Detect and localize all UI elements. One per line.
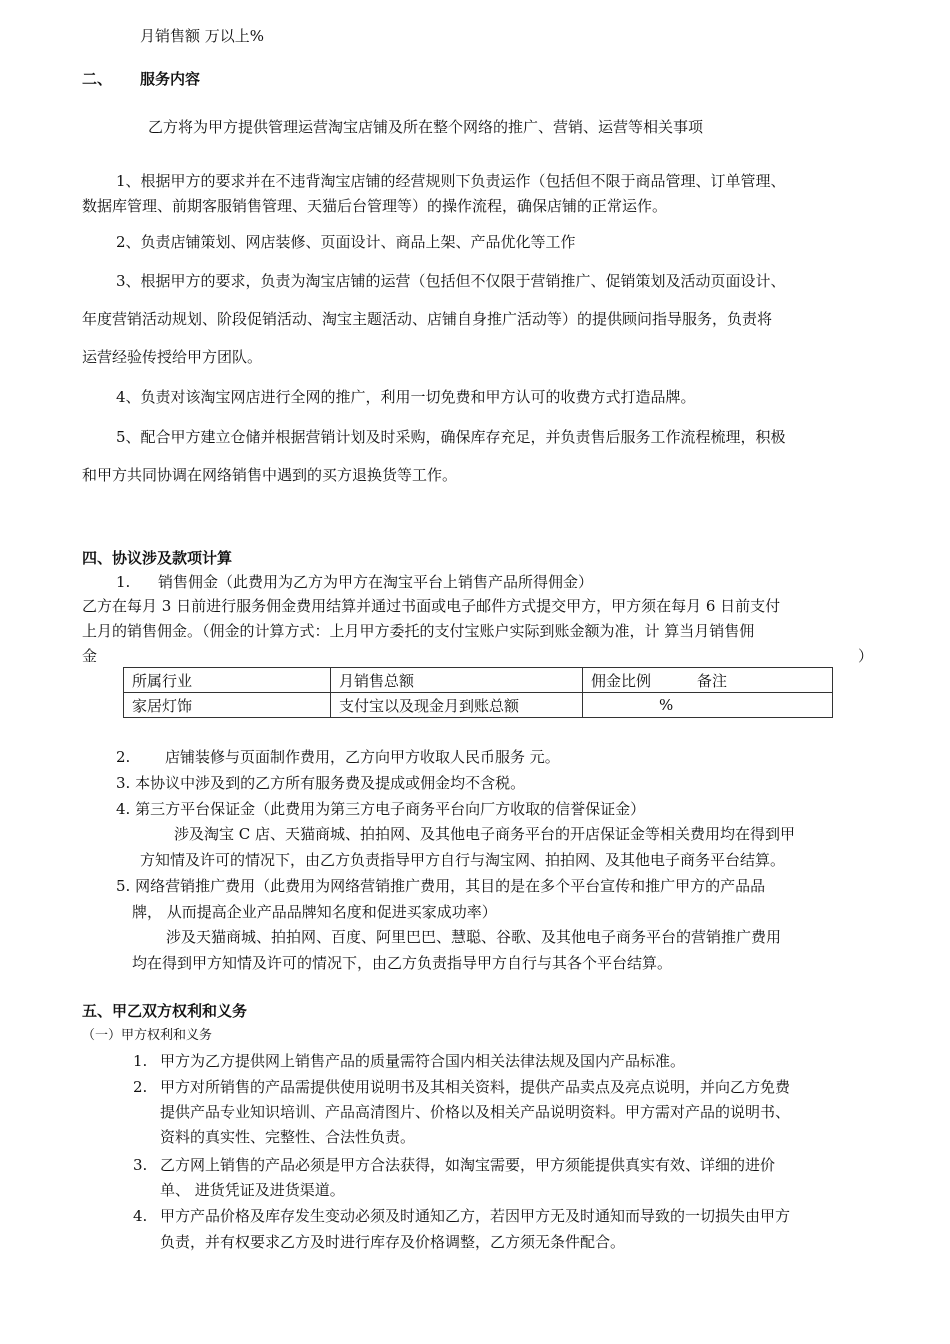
fee-item-4-line2: 方知情及许可的情况下，由乙方负责指导甲方自行与淘宝网、拍拍网、及其他电子商务平台结算。 <box>140 851 786 869</box>
duty-item-3-line2: 单、 进货凭证及进货渠道。 <box>160 1181 345 1199</box>
table-header-row <box>124 668 833 693</box>
section5-title: 五、甲乙双方权利和义务 <box>82 1002 248 1020</box>
duty-item-3-number: 3. <box>133 1156 148 1174</box>
fee-item-5-line1: 涉及天猫商城、拍拍网、百度、阿里巴巴、慧聪、谷歌、及其他电子商务平台的营销推广费用 <box>166 928 782 946</box>
service-item-5-line1: 5、配合甲方建立仓储并根据营销计划及时采购，确保库存充足，并负责售后服务工作流程梳理，积极 <box>116 428 786 446</box>
service-item-3-line1: 3、根据甲方的要求，负责为淘宝店铺的运营（包括但不仅限于营销推广、促销策划及活动页面设计、 <box>116 272 786 290</box>
header-commission-notes <box>583 668 833 693</box>
fee-item-3: 3. 本协议中涉及到的乙方所有服务费及提成或佣金均不含税。 <box>116 774 526 792</box>
service-item-3-line2: 年度营销活动规划、阶段促销活动、淘宝主题活动、店铺自身推广活动等）的提供顾问指导服务，负责将 <box>82 310 773 328</box>
service-item-5-line2: 和甲方共同协调在网络销售中遇到的买方退换货等工作。 <box>82 466 458 484</box>
cell-commission-rate: % <box>583 693 833 718</box>
duty-item-2-line3: 资料的真实性、完整性、合法性负责。 <box>160 1128 416 1146</box>
section4-title: 四、协议涉及款项计算 <box>82 549 233 567</box>
header-notes: 备注 <box>697 671 728 690</box>
fee-item-2-number: 2. <box>116 748 131 766</box>
section2-number: 二、 <box>82 70 113 88</box>
header-industry: 所属行业 <box>124 668 331 693</box>
duty-item-4-line1: 甲方产品价格及库存发生变动必须及时通知乙方，若因甲方无及时通知而导致的一切损失由甲方 <box>160 1207 791 1225</box>
monthly-sales-line: 月销售额 万以上% <box>140 27 265 45</box>
cell-monthly-sales: 支付宝以及现金月到账总额 <box>331 693 583 718</box>
header-monthly-sales: 月销售总额 <box>331 668 583 693</box>
duty-item-4-line2: 负责，并有权要求乙方及时进行库存及价格调整，乙方须无条件配合。 <box>160 1233 626 1251</box>
duty-item-1-number: 1. <box>133 1052 148 1070</box>
commission-table <box>123 667 833 718</box>
service-item-3-line3: 运营经验传授给甲方团队。 <box>82 348 263 366</box>
duty-item-2-line2: 提供产品专业知识培训、产品高清图片、价格以及相关产品说明资料。甲方需对产品的说明书、 <box>160 1103 791 1121</box>
fee-item-4-line1: 涉及淘宝 C 店、天猫商城、拍拍网、及其他电子商务平台的开店保证金等相关费用均在得到甲 <box>174 825 796 843</box>
fee-item-1-line1: 乙方在每月 3 日前进行服务佣金费用结算并通过书面或电子邮件方式提交甲方，甲方须在每月 6 日前支付 <box>82 597 781 615</box>
table-row <box>124 693 833 718</box>
section2-title: 服务内容 <box>140 70 201 88</box>
fee-item-1-line3-close: ） <box>858 647 874 665</box>
fee-item-2: 店铺装修与页面制作费用，乙方向甲方收取人民币服务 元。 <box>165 748 560 766</box>
duty-item-2-line1: 甲方对所销售的产品需提供使用说明书及其相关资料，提供产品卖点及亮点说明，并向乙方免费 <box>160 1078 791 1096</box>
fee-item-1-title: 销售佣金（此费用为乙方为甲方在淘宝平台上销售产品所得佣金） <box>158 573 594 591</box>
service-item-2: 2、负责店铺策划、网店装修、页面设计、商品上架、产品优化等工作 <box>116 233 576 251</box>
section5-subtitle: （一）甲方权利和义务 <box>82 1028 213 1043</box>
header-commission-rate: 佣金比例 <box>591 671 652 690</box>
fee-item-1-line3: 金 <box>82 647 98 665</box>
duty-item-4-number: 4. <box>133 1207 148 1225</box>
service-item-1-line1: 1、根据甲方的要求并在不违背淘宝店铺的经营规则下负责运作（包括但不限于商品管理、订单管理、 <box>116 172 786 190</box>
fee-item-5-line2: 均在得到甲方知情及许可的情况下，由乙方负责指导甲方自行与其各个平台结算。 <box>132 954 673 972</box>
section2-intro: 乙方将为甲方提供管理运营淘宝店铺及所在整个网络的推广、营销、运营等相关事项 <box>148 118 704 136</box>
cell-industry: 家居灯饰 <box>124 693 331 718</box>
duty-item-3-line1: 乙方网上销售的产品必须是甲方合法获得，如淘宝需要，甲方须能提供真实有效、详细的进价 <box>160 1156 776 1174</box>
duty-item-2-number: 2. <box>133 1078 148 1096</box>
duty-item-1-line1: 甲方为乙方提供网上销售产品的质量需符合国内相关法律法规及国内产品标准。 <box>160 1052 686 1070</box>
fee-item-1-line2: 上月的销售佣金。（佣金的计算方式：上月甲方委托的支付宝账户实际到账金额为准，计 算当月销售佣 <box>82 622 755 640</box>
fee-item-5-heading: 5. 网络营销推广费用（此费用为网络营销推广费用，其目的是在多个平台宣传和推广甲方的产品品 <box>116 877 766 895</box>
fee-item-1-number: 1. <box>116 573 131 591</box>
fee-item-4-heading: 4. 第三方平台保证金（此费用为第三方电子商务平台向厂方收取的信誉保证金） <box>116 800 646 818</box>
service-item-1-line2: 数据库管理、前期客服销售管理、天猫后台管理等）的操作流程，确保店铺的正常运作。 <box>82 197 668 215</box>
fee-item-5-heading-line2: 牌， 从而提高企业产品品牌知名度和促进买家成功率） <box>132 903 497 921</box>
service-item-4: 4、负责对该淘宝网店进行全网的推广，利用一切免费和甲方认可的收费方式打造品牌。 <box>116 388 696 406</box>
